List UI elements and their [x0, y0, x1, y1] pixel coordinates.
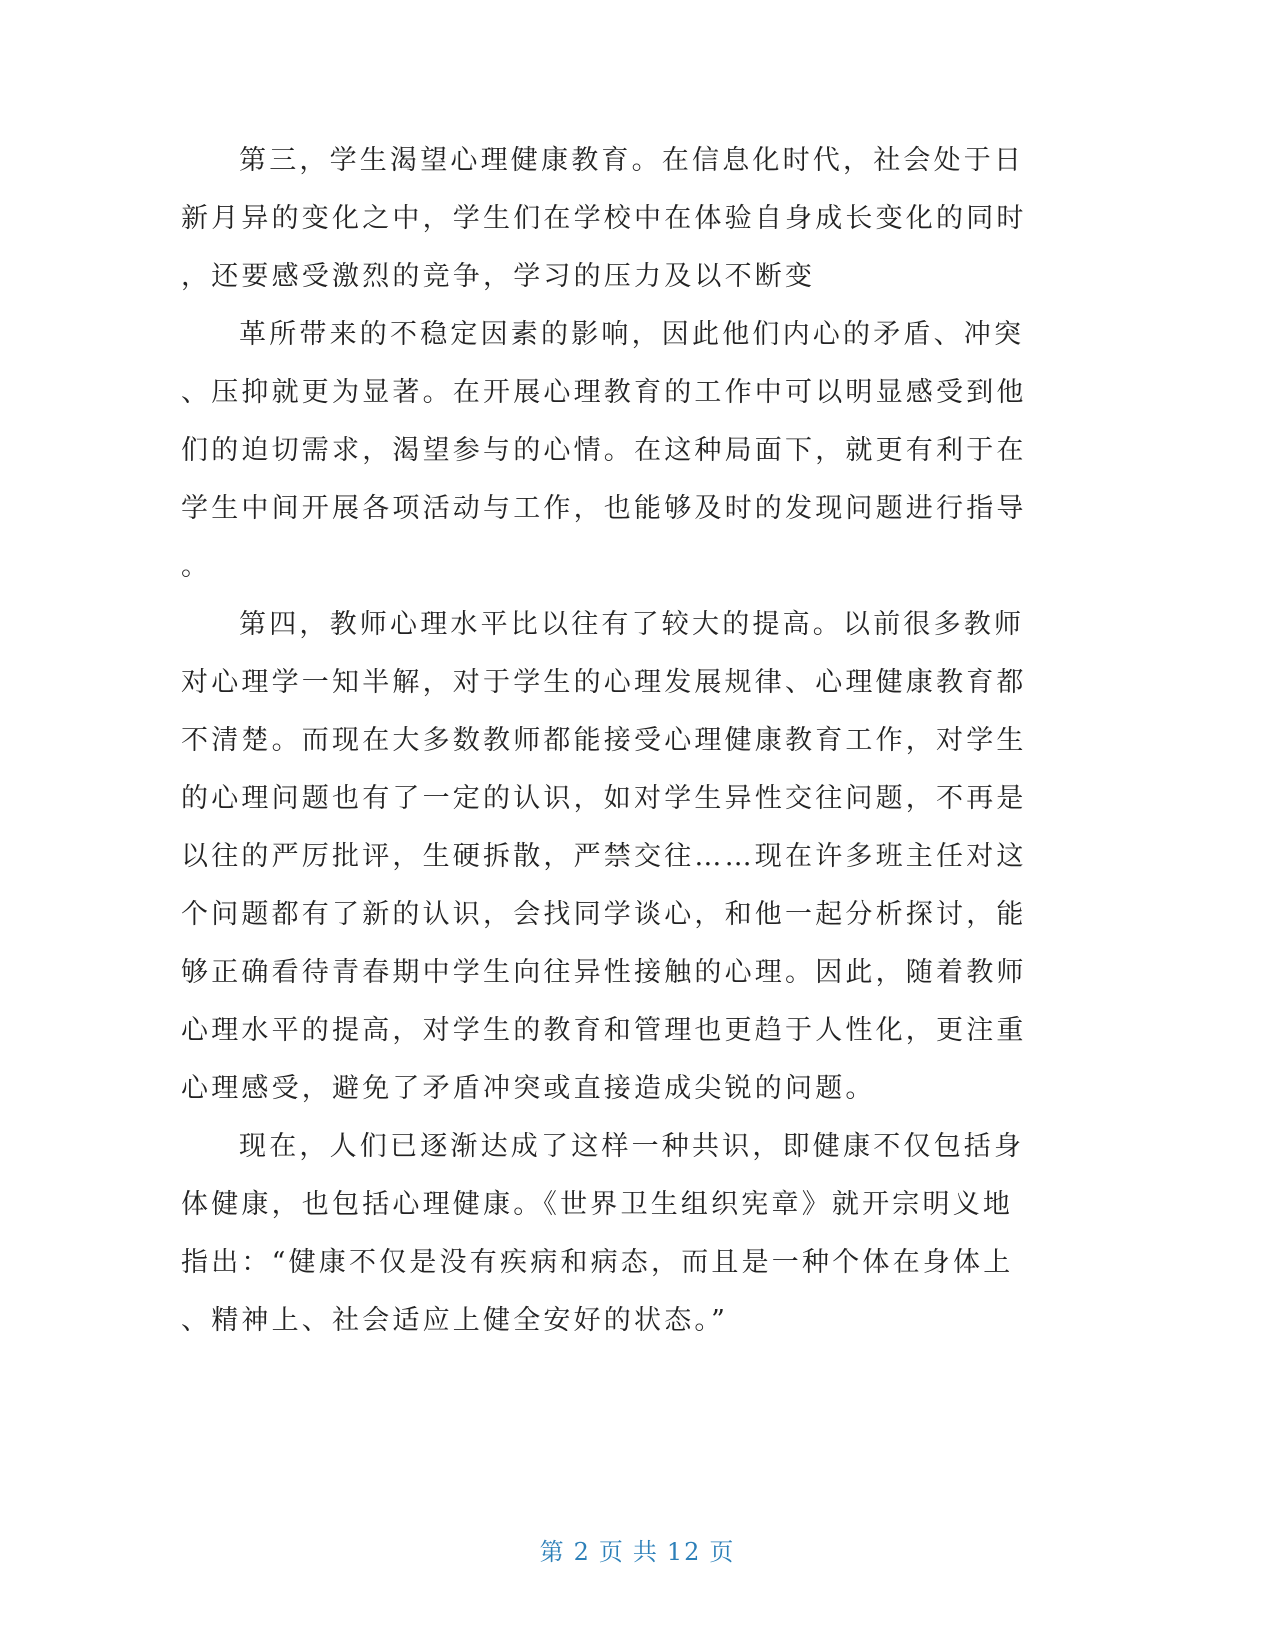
- paragraph: [181, 1118, 1025, 1350]
- text-line: 新月异的变化之中，学生们在学校中在体验自身成长变化的同时: [181, 203, 1027, 234]
- text-line: 的心理问题也有了一定的认识，如对学生异性交往问题，不再是: [181, 783, 1027, 814]
- text-line: 体健康，也包括心理健康。《世界卫生组织宪章》就开宗明义地: [181, 1189, 1014, 1220]
- text-line: 心理感受，避免了矛盾冲突或直接造成尖锐的问题。: [181, 1073, 876, 1104]
- text-line: 们的迫切需求，渴望参与的心情。在这种局面下，就更有利于在: [181, 435, 1027, 466]
- text-line: 不清楚。而现在大多数教师都能接受心理健康教育工作，对学生: [181, 725, 1027, 756]
- text-line: 够正确看待青春期中学生向往异性接触的心理。因此，随着教师: [181, 957, 1027, 988]
- text-line: 对心理学一知半解，对于学生的心理发展规律、心理健康教育都: [181, 667, 1027, 698]
- footer-suffix: 页: [709, 1538, 736, 1566]
- paragraph: [181, 596, 1027, 1118]
- footer-total-pages: 12: [666, 1538, 702, 1566]
- footer-page-number: 2: [573, 1538, 591, 1566]
- footer-prefix: 第: [539, 1538, 566, 1566]
- text-line: 革所带来的不稳定因素的影响，因此他们内心的矛盾、冲突: [239, 319, 1025, 350]
- text-line: 现在，人们已逐渐达成了这样一种共识，即健康不仅包括身: [239, 1131, 1025, 1162]
- text-line: 指出：“健康不仅是没有疾病和病态，而且是一种个体在身体上: [181, 1247, 1014, 1278]
- text-line: 第三，学生渴望心理健康教育。在信息化时代，社会处于日: [239, 145, 1025, 176]
- text-line: 学生中间开展各项活动与工作，也能够及时的发现问题进行指导: [181, 493, 1027, 524]
- text-line: 。: [181, 551, 212, 582]
- document-body: [181, 132, 1027, 1350]
- page-footer: [0, 1532, 1275, 1567]
- footer-page-label: 页: [598, 1538, 625, 1566]
- text-line: 第四，教师心理水平比以往有了较大的提高。以前很多教师: [239, 609, 1025, 640]
- text-line: 个问题都有了新的认识，会找同学谈心，和他一起分析探讨，能: [181, 899, 1027, 930]
- paragraph: [181, 132, 1027, 306]
- text-line: 以往的严厉批评，生硬拆散，严禁交往……现在许多班主任对这: [181, 841, 1027, 872]
- text-line: 、压抑就更为显著。在开展心理教育的工作中可以明显感受到他: [181, 377, 1027, 408]
- text-line: 心理水平的提高，对学生的教育和管理也更趋于人性化，更注重: [181, 1015, 1027, 1046]
- text-line: ，还要感受激烈的竞争，学习的压力及以不断变: [181, 261, 816, 292]
- paragraph: [181, 306, 1027, 596]
- footer-total-label: 共: [632, 1538, 659, 1566]
- text-line: 、精神上、社会适应上健全安好的状态。”: [181, 1305, 729, 1336]
